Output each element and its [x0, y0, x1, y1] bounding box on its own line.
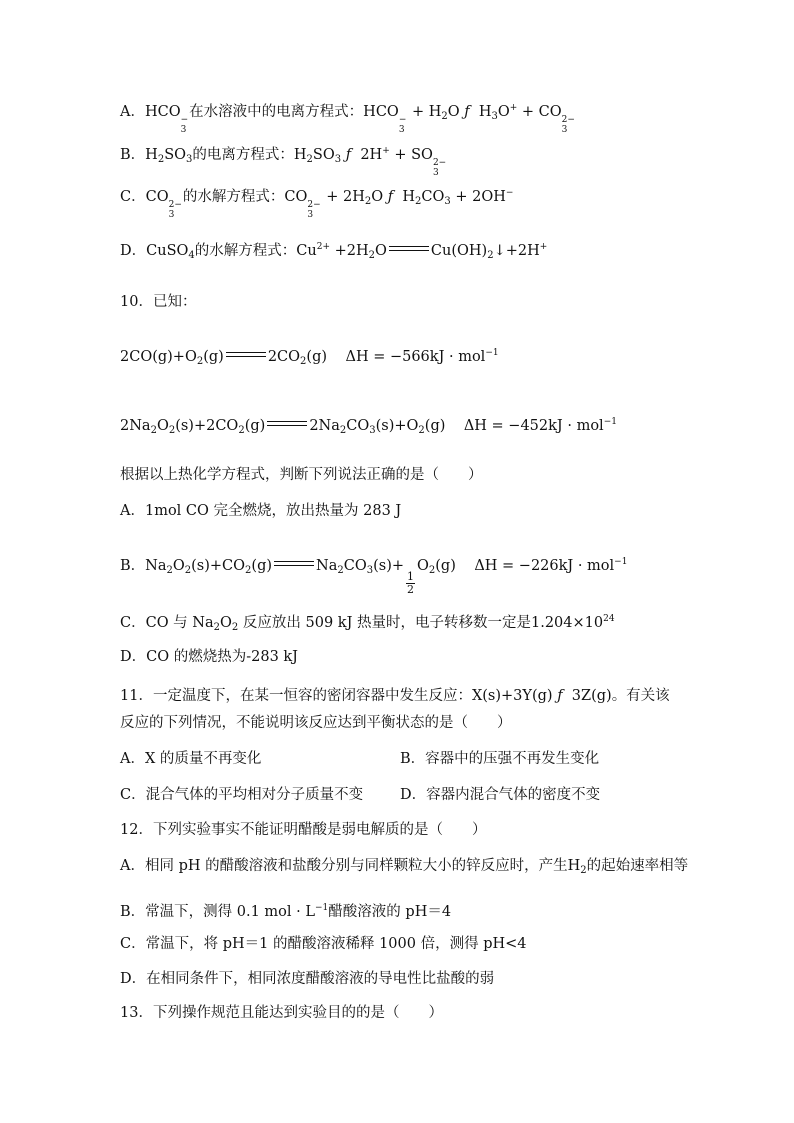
q9-option-b: B．$H_2SO_3$的电离方程式：$H_2SO_3$ ƒ 2H+ + SO 2− 3	[120, 146, 447, 178]
q10-option-d: D．CO 的燃烧热为-283 kJ	[120, 649, 298, 665]
q11-option-d: D．容器内混合气体的密度不变	[400, 787, 601, 803]
q11-option-a: A．X 的质量不再变化	[120, 751, 262, 767]
q11-option-c: C．混合气体的平均相对分子质量不变	[120, 787, 364, 803]
q12-title: 12．下列实验事实不能证明醋酸是弱电解质的是（ ）	[120, 822, 487, 838]
q10-equation-1: $2CO(g)+O_2(g)$ $2CO_2(g)$ ΔH = −566kJ · mol$^{-1}$	[120, 348, 499, 367]
q12-option-d: D．在相同条件下，相同浓度醋酸溶液的导电性比盐酸的弱	[120, 971, 495, 987]
q9-option-d: D．CuSO$_4$的水解方程式：$Cu^{2+} +2H_2O$ $Cu(OH)_2↓+2H^+$	[120, 242, 548, 261]
q10-equation-2: $2Na_2O_2(s)+2CO_2(g)$ $2Na_2CO_3(s)+O_2(g)$ ΔH = −452kJ · mol$^{-1}$	[120, 417, 617, 436]
q11-line-1: 11．一定温度下，在某一恒容的密闭容器中发生反应：X(s)+3Y(g) ƒ 3Z(g)。有关该	[120, 688, 670, 704]
q13-title: 13．下列操作规范且能达到实验目的的是（ ）	[120, 1005, 443, 1021]
q12-option-c: C．常温下，将 pH＝1 的醋酸溶液稀释 1000 倍，测得 pH<4	[120, 936, 527, 952]
q11-line-2: 反应的下列情况，不能说明该反应达到平衡状态的是（ ）	[120, 715, 512, 731]
q9-option-c: C．CO 2− 3 的水解方程式：CO 2− 3 + $2H_2O$ ƒ $H_2CO_3 + 2OH^-$	[120, 188, 514, 220]
q11-option-b: B．容器中的压强不再发生变化	[400, 751, 600, 767]
q10-title: 10．已知：	[120, 294, 197, 310]
q10-option-a: A．1mol CO 完全燃烧，放出热量为 283 J	[120, 503, 402, 519]
q9-option-a: A．HCO − 3 在水溶液中的电离方程式：HCO − 3 + $H_2O$ ƒ $H_3O^+$ + CO 2− 3	[120, 103, 575, 135]
q10-option-c: C．CO 与 $Na_2O_2$ 反应放出 509 kJ 热量时，电子转移数一定是$1.204\times 10^{24}$	[120, 614, 615, 633]
q10-option-b: B．$Na_2O_2(s)+CO_2(g)$ $Na_2CO_3(s)+$ $\frac{1}{2}$ $O_2(g)$ ΔH = −226kJ · mol$^{-1}$	[120, 557, 628, 596]
q12-option-a: A．相同 pH 的醋酸溶液和盐酸分别与同样颗粒大小的锌反应时，产生$H_2$的起始速率相等	[120, 858, 689, 876]
q12-option-b: B．常温下，测得 0.1 mol · $L^{-1}$醋酸溶液的 pH＝4	[120, 903, 452, 920]
q10-stem: 根据以上热化学方程式，判断下列说法正确的是（ ）	[120, 467, 483, 483]
